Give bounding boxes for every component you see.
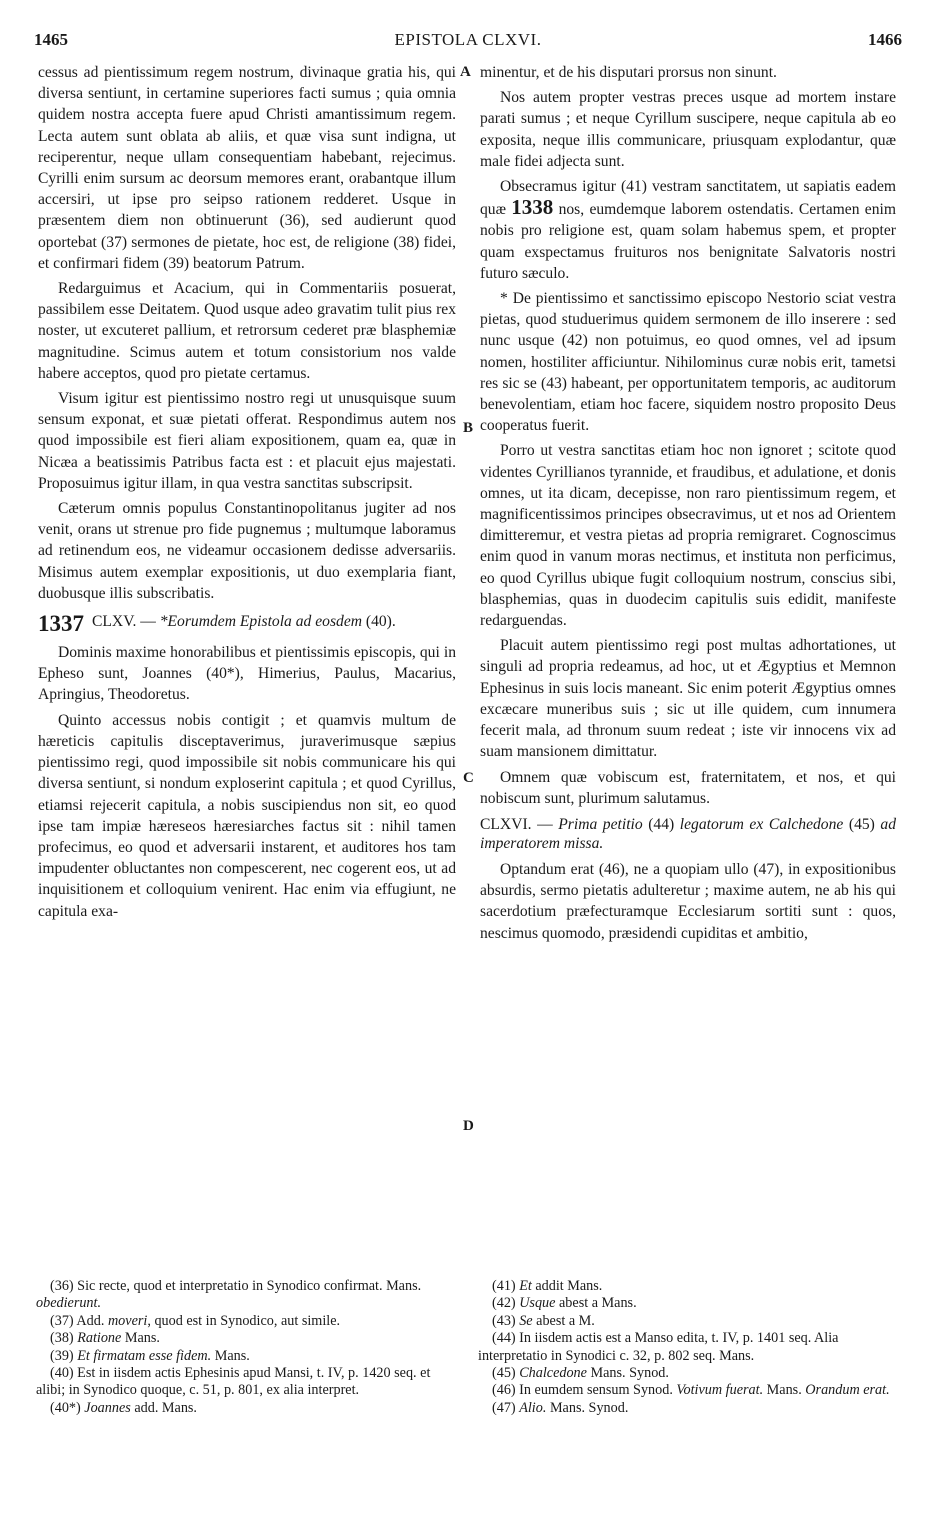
paragraph: minentur, et de his disputari prorsus non sinunt.: [480, 64, 777, 81]
page-number-right: 1466: [868, 30, 902, 49]
epistle-heading: CLXVI. — Prima petitio (44) legatorum ex Calchedone (45) ad imperatorem missa.: [480, 815, 897, 852]
footnote-43: (43) Se abest a M.: [492, 1312, 595, 1329]
margin-letter-d: D: [463, 1118, 474, 1134]
paragraph: Redarguimus et Acacium, qui in Commentariis posuerat, passibilem esse Deitatem. Quod usque adeo gravatim tulit pius rex noster, ut excuteret pallium, et retrorsum cederet præ blasphemiæ magnitudine. Scimus autem et totum consistorium nos valde habere acceptos, quod pro pietate certamus.: [38, 280, 456, 382]
footnote-41: (41) Et addit Mans.: [492, 1278, 603, 1294]
right-column: [480, 62, 896, 948]
footnote-37: (37) Add. moveri, quod est in Synodico, aut simile.: [50, 1312, 341, 1329]
footnotes-left: [36, 1278, 458, 1417]
paragraph: Placuit autem pientissimo regi post multas adhortationes, ut singuli ad propria redeamus, ad hoc, ut et Ægyptius et Memnon Ephesinus in suis locis maneant. Sic enim poterit Ægyptius omnes excæcare muneribus suis ; sic ut ille quidem, cum innumera fecerit mala, ad thronum suum redeat ; iste vir innocens vix ad suam mansionem dimittatur.: [480, 637, 896, 761]
footnote-42: (42) Usque abest a Mans.: [492, 1295, 637, 1312]
footnote-44: (44) In iisdem actis est a Manso edita, t. IV, p. 1401 seq. Alia interpretatio in Synodici c. 32, p. 802 seq. Mans.: [478, 1330, 839, 1364]
footnote-40: (40) Est in iisdem actis Ephesinis apud Mansi, t. IV, p. 1420 seq. et alibi; in Synodico quoque, c. 51, p. 801, ex alia interpret.: [36, 1365, 431, 1399]
paragraph: Visum igitur est pientissimo nostro regi ut unusquisque suum sensum exponat, et suæ pietati offerat. Respondimus autem nos quod impossibile est fieri aliam expositionem, quam ea, quæ in Nicæa a beatissimis Patribus facta est : et placuit ejus majestati. Proposuimus igitur illam, in qua vestra sanctitas subscripsit.: [38, 390, 456, 492]
epistle-title: CLXV. — *Eorumdem Epistola ad eosdem (40).: [92, 613, 396, 631]
footnotes-right: [478, 1278, 896, 1417]
footnote-45: (45) Chalcedone Mans. Synod.: [492, 1365, 669, 1382]
running-title: EPISTOLA CLXVI.: [394, 30, 542, 49]
paragraph: * De pientissimo et sanctissimo episcopo Nestorio sciat vestra pietas, quod studuerimus quidem sermonem de illo inserere : sed nunc usque (42) non potuimus, eo quod omnes, vel ad ipsum nomen, hostiliter afficiuntur. Nihilominus curæ nobis erit, tametsi res sic se (43) habeant, per opportunitatem temporis, ac auditorum benevolentiam, etiam hoc facere, siquidem nostro proposito Deus cooperatus fuerit.: [480, 290, 896, 435]
column-number: 1337: [38, 611, 84, 637]
column-number: 1338: [511, 195, 554, 220]
footnote-46: (46) In eumdem sensum Synod. Votivum fuerat. Mans. Orandum erat.: [492, 1382, 890, 1399]
paragraph: Dominis maxime honorabilibus et pientissimis episcopis, qui in Epheso sunt, Joannes (40*), Himerius, Paulus, Macarius, Apringius, Theodoretus.: [38, 644, 456, 704]
footnote-39: (39) Et firmatam esse fidem. Mans.: [50, 1347, 250, 1364]
page-header: [34, 30, 902, 56]
margin-letter-b: B: [463, 420, 474, 436]
paragraph: Obsecramus igitur (41) vestram sanctitatem, ut sapiatis eadem quæ 1338 nos, eumdemque laborem ostendatis. Certamen enim nobis pro religione est, quam solam habemus spem, et propter quam exspectamus fruituros nos benignitate Salvatoris nostri futuro sæculo.: [480, 178, 896, 282]
paragraph: Nos autem propter vestras preces usque ad mortem instare parati sumus ; et neque Cyrillum suscipere, neque capitula ab eo exposita, neque illis communicare, priusquam explodantur, quæ male fidei adjecta sunt.: [480, 89, 896, 170]
margin-letter-a: A: [460, 64, 471, 80]
paragraph: Porro ut vestra sanctitas etiam hoc non ignoret ; scitote quod videntes Cyrillianos tyrannide, et fraudibus, et adulatione, et donis omnes, ut ita dicam, decepisse, non raro pientissimum regem, et magnificentissimos principes obsecravimus, ut et nos ad Orientem dimitteremur, et vestra pietas ad propria remigraret. Cognoscimus enim quod in vanum moras nectimus, et instituta non perficimus, eo quod Cyrillus ubique fugit colloquium nostrum, conscius sibi, blasphemias, quas in duodecim capitulis suis edidit, manifeste redarguendas.: [480, 442, 896, 630]
footnote-47: (47) Alio. Mans. Synod.: [492, 1399, 629, 1416]
paragraph: cessus ad pientissimum regem nostrum, divinaque gratia his, qui diversa sentiunt, in certamine superiores facti sumus ; quia omnia quidem nostra accepta fuere apud Christi amantissimum regem. Lecta autem sunt oblata ab aliis, et quæ visa sunt indigna, ut reciperentur, neque ullam consequentiam habebant, rejecimus. Cyrilli enim sursum ac deorsum memores erant, orabantque illum accersiri, ut ipse pro seipso rationem redderet. Usque in præsentem diem non obtinuerunt (36), sed audierunt quod oportebat (37) sermones de pietate, hoc est, de religione (38) fidei, et confirmari fidem (39) beatorum Patrum.: [38, 64, 456, 272]
footnote-38: (38) Ratione Mans.: [50, 1330, 160, 1347]
paragraph: Omnem quæ vobiscum est, fraternitatem, et nos, et qui nobiscum sunt, plurimum salutamus.: [480, 768, 896, 807]
epistle-heading: [38, 612, 456, 636]
footnote-36: (36) Sic recte, quod et interpretatio in Synodico confirmat. Mans. obedierunt.: [36, 1278, 422, 1312]
paragraph: Quinto accessus nobis contigit ; et quamvis multum de hæreticis capitulis disceptaverimus, juraverimusque sæpius pientissimo regi, quod impossibile sit nobis communicare his qui diversa sentiunt, si nondum exploserint capitula ; et quod Cyrillus, etiamsi rejecerit capitula, a nobis suscipiendus non sit, eo quod ipse tam impiæ hæreseos hæresiarches factus sit : nihil tamen profecimus, eo quod et adversarii instarent, et auditores hos tam impudenter obluctantes non compescerent, nec cogerent eos, ut ad inquisitionem et colloquium venirent. Hac enim via effugiunt, ne capitula exa-: [38, 711, 456, 920]
footnote-40-star: (40*) Joannes add. Mans.: [50, 1399, 197, 1416]
margin-letter-c: C: [463, 770, 474, 786]
left-column: [38, 62, 456, 926]
page-number-left: 1465: [34, 30, 68, 49]
paragraph: Optandum erat (46), ne a quopiam ullo (47), in expositionibus absurdis, sermo pietatis adulteretur ; maxime autem, ne ab his qui sacerdotium præfecturamque Ecclesiarum sortiti sunt : quos, nescimus quomodo, præsidendi cupiditas et ambitio,: [480, 860, 896, 942]
paragraph: Cæterum omnis populus Constantinopolitanus jugiter ad nos venit, orans ut strenue pro fide pugnemus ; multumque laboramus ad retinendum eos, ne videamur occasionem dedisse adversariis. Misimus autem exemplar expositionis, ut duo exemplaria fiant, duobusque illis subscribatis.: [38, 500, 456, 602]
